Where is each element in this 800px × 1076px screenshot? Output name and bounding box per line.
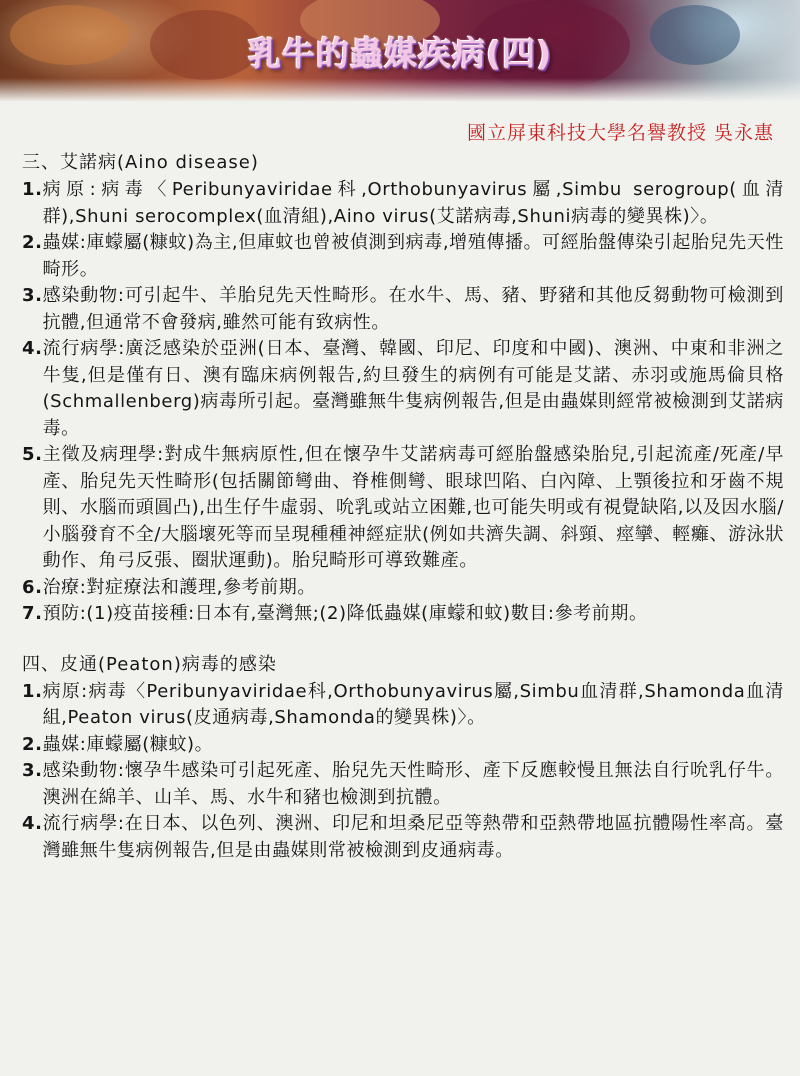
item-number: 5.: [22, 444, 43, 465]
item-number: 2.: [22, 232, 43, 253]
list-item: [22, 442, 784, 575]
list-item: [22, 230, 784, 283]
article-body: [22, 150, 784, 864]
list-item: [22, 283, 784, 336]
header-banner: [0, 0, 800, 102]
leaf-decoration: [10, 5, 130, 65]
item-text: 治療:對症療法和護理,參考前期。: [42, 576, 316, 598]
item-text: 感染動物:可引起牛、羊胎兒先天性畸形。在水牛、馬、豬、野豬和其他反芻動物可檢測到抗體,但通常不會發病,雖然可能有致病性。: [42, 285, 784, 333]
item-number: 1.: [22, 680, 43, 702]
item-number: 3.: [22, 285, 43, 306]
item-text: 流行病學:廣泛感染於亞洲(日本、臺灣、韓國、印尼、印度和中國)、澳洲、中東和非洲之牛隻,但是僅有日、澳有臨床病例報告,約旦發生的病例有可能是艾諾、赤羽或施馬倫貝格(Schmallenberg)病毒所引起。臺灣雖無牛隻病例報告,但是由蟲媒則經常被檢測到艾諾病毒。: [42, 338, 784, 439]
item-text: 主徵及病理學:對成牛無病原性,但在懷孕牛艾諾病毒可經胎盤感染胎兒,引起流產/死產/早產、胎兒先天性畸形(包括關節彎曲、脊椎側彎、眼球凹陷、白內障、上顎後拉和牙齒不規則、水腦而頭圓凸),出生仔牛虛弱、吮乳或站立困難,也可能失明或有視覺缺陷,以及因水腦/小腦發育不全/大腦壞死等而呈現種種神經症狀(例如共濟失調、斜頸、痙攣、輕癱、游泳狀動作、角弓反張、圈狀運動)。胎兒畸形可導致難產。: [42, 444, 784, 571]
section-heading: 三、艾諾病(Aino disease): [22, 152, 259, 173]
list-item: [22, 177, 784, 230]
list-item: [22, 811, 784, 864]
item-number: 6.: [22, 576, 43, 598]
list-item: [22, 732, 784, 759]
item-text: 流行病學:在日本、以色列、澳洲、印尼和坦桑尼亞等熱帶和亞熱帶地區抗體陽性率高。臺灣雖無牛隻病例報告,但是由蟲媒則常被檢測到皮通病毒。: [42, 813, 784, 861]
list-item: [22, 601, 784, 628]
item-text: 蟲媒:庫蠓屬(糠蚊)為主,但庫蚊也曾被偵測到病毒,增殖傳播。可經胎盤傳染引起胎兒先天性畸形。: [42, 232, 784, 280]
item-number: 4.: [22, 813, 43, 834]
item-number: 4.: [22, 338, 43, 359]
list-item: [22, 336, 784, 442]
item-number: 1.: [22, 179, 43, 200]
leaf-decoration: [650, 5, 740, 65]
item-text: 病原:病毒〈Peribunyaviridae科,Orthobunyavirus屬,Simbu血清群,Shamonda血清組,Peaton virus(皮通病毒,Shamonda的變異株)〉。: [42, 680, 784, 728]
item-number: 2.: [22, 733, 43, 755]
item-number: 3.: [22, 760, 43, 781]
item-number: 7.: [22, 603, 43, 624]
item-text: 感染動物:懷孕牛感染可引起死產、胎兒先天性畸形、產下反應較慢且無法自行吮乳仔牛。澳洲在綿羊、山羊、馬、水牛和豬也檢測到抗體。: [42, 760, 784, 808]
item-text: 預防:(1)疫苗接種:日本有,臺灣無;(2)降低蟲媒(庫蠓和蚊)數目:參考前期。: [42, 603, 648, 624]
list-item: [22, 575, 784, 602]
page-title: 乳牛的蟲媒疾病(四): [247, 34, 553, 73]
list-item: [22, 758, 784, 811]
author-line: 國立屏東科技大學名譽教授 吳永惠: [466, 122, 774, 144]
item-text: 蟲媒:庫蠓屬(糠蚊)。: [42, 733, 214, 755]
section-heading: 四、皮通(Peaton)病毒的感染: [22, 653, 277, 675]
item-text: 病原:病毒〈Peribunyaviridae科,Orthobunyavirus屬,Simbu serogroup(血清群),Shuni serocomplex(血清組),Aino virus(艾諾病毒,Shuni病毒的變異株)〉。: [42, 179, 784, 227]
list-item: [22, 679, 784, 732]
